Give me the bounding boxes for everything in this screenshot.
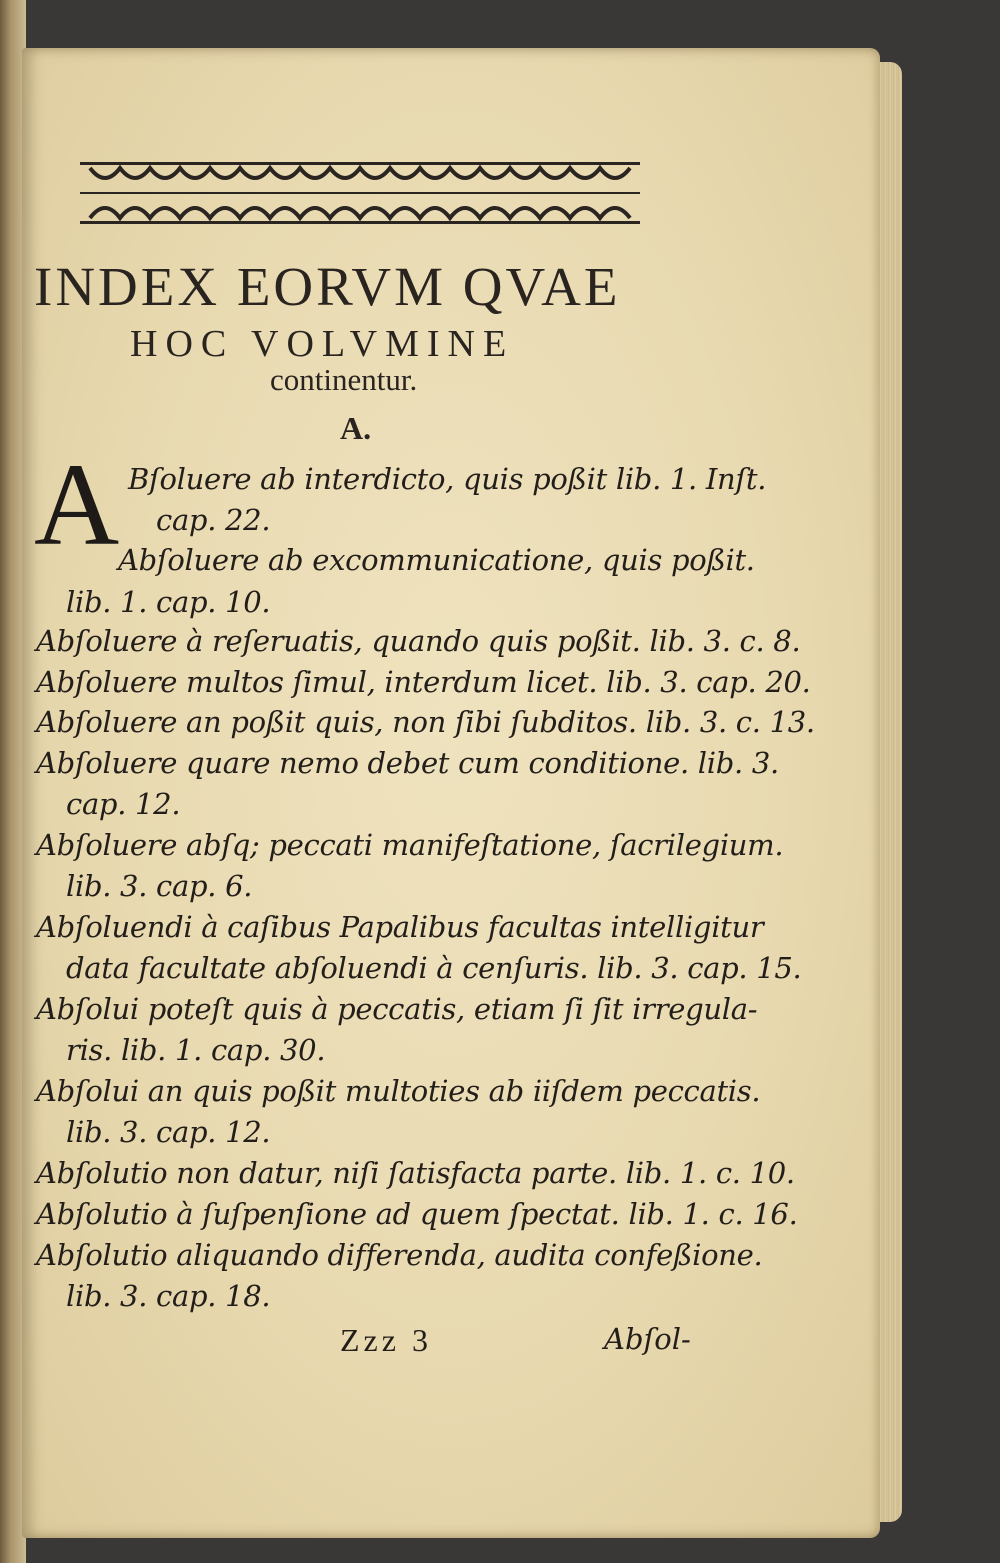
index-line: Abſolutio non datur, niſi ſatisfacta parte. lib. 1. c. 10.	[36, 1156, 795, 1190]
signature-mark: Zzz 3	[340, 1322, 432, 1358]
index-line: Abſoluere quare nemo debet cum conditione. lib. 3.	[36, 746, 779, 780]
index-line: Abſoluendi à caſibus Papalibus facultas intelligitur	[36, 910, 764, 944]
index-line: Bſoluere ab interdicto, quis poßit lib. 1. Inſt.	[128, 462, 767, 496]
index-line: data facultate abſoluendi à cenſuris. lib. 3. cap. 15.	[66, 951, 802, 985]
section-letter: A.	[340, 410, 372, 446]
index-line: Abſoluere à reſeruatis, quando quis poßit. lib. 3. c. 8.	[36, 624, 801, 658]
index-line: cap. 12.	[66, 787, 181, 821]
index-line: Abſolutio à ſuſpenſione ad quem ſpectat. lib. 1. c. 16.	[36, 1197, 798, 1231]
index-title-line-1: INDEX EORVM QVAE	[34, 256, 621, 317]
index-line: Abſolui poteſt quis à peccatis, etiam ſi ſit irregula-	[36, 992, 758, 1026]
index-line: lib. 1. cap. 10.	[66, 585, 271, 619]
drop-cap: A	[34, 439, 120, 570]
index-line: Abſoluere multos ſimul, interdum licet. lib. 3. cap. 20.	[36, 665, 811, 699]
index-title-line-2: HOC VOLVMINE	[130, 323, 515, 365]
index-line: Abſolui an quis poßit multoties ab iiſdem peccatis.	[36, 1074, 761, 1108]
index-line: lib. 3. cap. 6.	[66, 869, 253, 903]
index-line: cap. 22.	[156, 503, 271, 537]
catchword: Abſol-	[604, 1322, 691, 1356]
index-line: lib. 3. cap. 12.	[66, 1115, 271, 1149]
index-title-line-3: continentur.	[270, 362, 418, 397]
index-line: ris. lib. 1. cap. 30.	[66, 1033, 326, 1067]
index-line: lib. 3. cap. 18.	[66, 1279, 271, 1313]
index-line: Abſoluere ab excommunicatione, quis poßit.	[118, 543, 755, 577]
index-line: Abſoluere abſq; peccati manifeſtatione, ſacrilegium.	[36, 828, 784, 862]
index-line: Abſolutio aliquando differenda, audita confeßione.	[36, 1238, 763, 1272]
index-line: Abſoluere an poßit quis, non ſibi ſubditos. lib. 3. c. 13.	[36, 705, 815, 739]
